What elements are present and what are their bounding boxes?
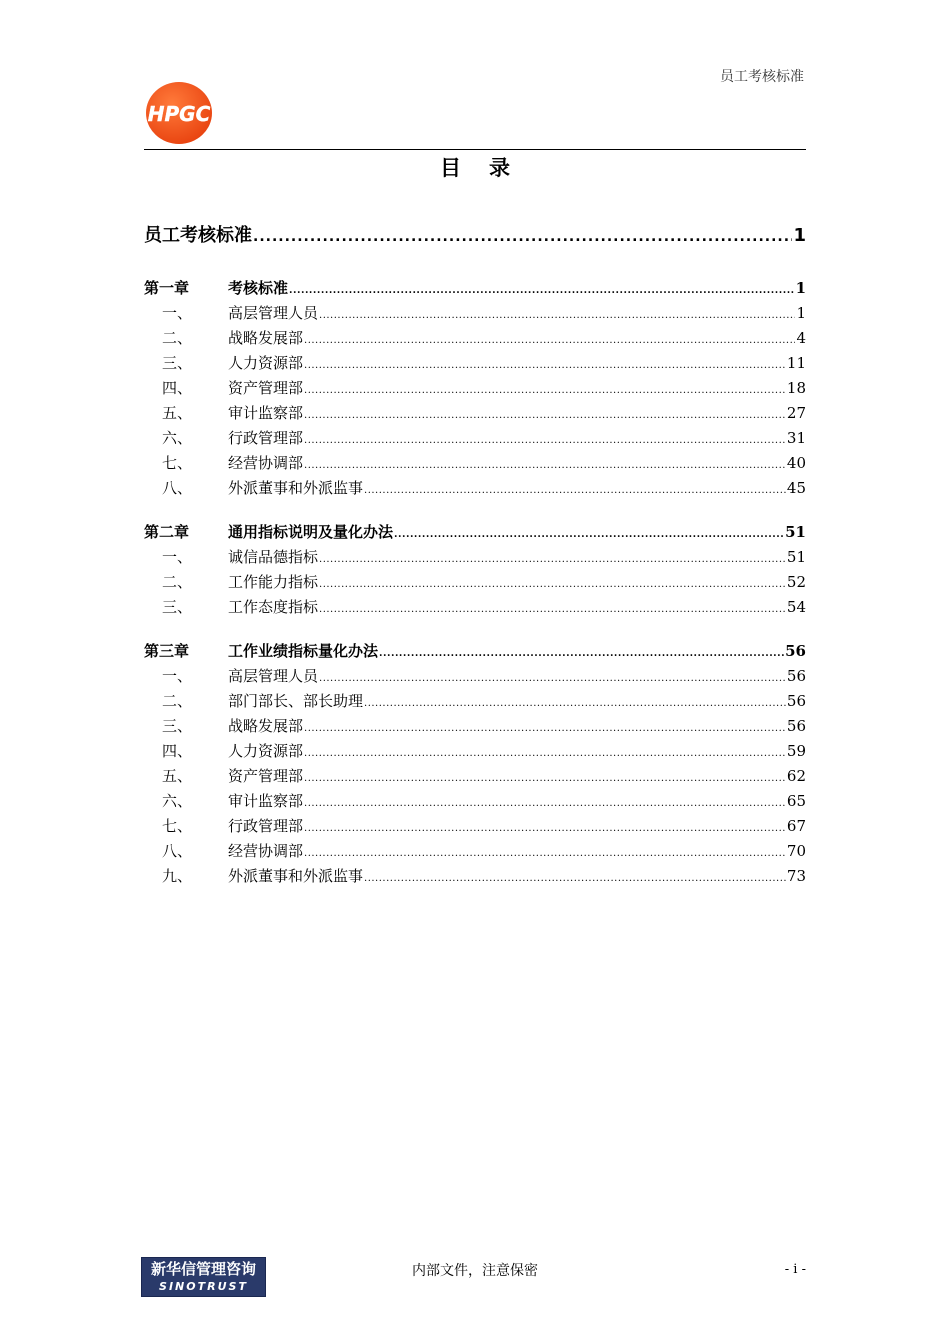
toc-item-num: 五、 <box>162 404 193 422</box>
toc-item-entry[interactable] <box>144 665 806 690</box>
toc-heading: 目录 <box>440 156 538 180</box>
toc-item-entry[interactable] <box>144 815 806 840</box>
toc-item-entry[interactable] <box>144 302 806 327</box>
toc-chapter-section <box>144 277 806 502</box>
toc-item-num: 一、 <box>162 548 193 566</box>
leader-dots <box>304 460 786 471</box>
toc-item-entry[interactable] <box>144 715 806 740</box>
toc-item-entry[interactable] <box>144 865 806 890</box>
leader-dots <box>289 285 795 296</box>
leader-dots <box>364 873 786 884</box>
toc-item-page: 70 <box>786 842 806 860</box>
toc-item-label: 行政管理部 <box>228 429 304 447</box>
toc-item-page: 65 <box>786 792 806 810</box>
toc-item-entry[interactable] <box>144 790 806 815</box>
toc-item-num: 三、 <box>162 354 193 372</box>
hpgc-logo <box>144 80 214 146</box>
toc-list <box>144 277 806 909</box>
header-rule <box>144 149 806 150</box>
toc-item-num: 九、 <box>162 867 193 885</box>
toc-chapter-entry[interactable] <box>144 277 806 302</box>
toc-item-label: 审计监察部 <box>228 404 304 422</box>
leader-dots <box>319 673 786 684</box>
toc-item-page: 59 <box>786 742 806 760</box>
toc-item-num: 一、 <box>162 304 193 322</box>
toc-chapter-page: 51 <box>785 523 806 541</box>
toc-item-num: 三、 <box>162 717 193 735</box>
toc-item-label: 战略发展部 <box>228 329 304 347</box>
leader-dots <box>379 648 784 659</box>
toc-item-label: 资产管理部 <box>228 379 304 397</box>
toc-item-page: 56 <box>786 692 806 710</box>
toc-root-entry[interactable] <box>144 221 806 247</box>
leader-dots <box>304 410 786 421</box>
leader-dots <box>319 579 786 590</box>
leader-dots <box>253 229 792 245</box>
toc-item-num: 三、 <box>162 598 193 616</box>
toc-item-page: 4 <box>796 329 806 347</box>
toc-item-entry[interactable] <box>144 402 806 427</box>
toc-item-num: 二、 <box>162 573 193 591</box>
toc-root-page: 1 <box>793 225 806 246</box>
leader-dots <box>319 604 786 615</box>
toc-chapter-num: 第二章 <box>144 523 190 541</box>
leader-dots <box>364 698 786 709</box>
toc-item-label: 工作能力指标 <box>228 573 319 591</box>
leader-dots <box>304 848 786 859</box>
toc-item-num: 四、 <box>162 742 193 760</box>
toc-item-num: 八、 <box>162 479 193 497</box>
leader-dots <box>304 385 786 396</box>
toc-item-entry[interactable] <box>144 377 806 402</box>
toc-item-label: 人力资源部 <box>228 354 304 372</box>
toc-item-label: 高层管理人员 <box>228 304 319 322</box>
toc-item-label: 人力资源部 <box>228 742 304 760</box>
toc-item-page: 31 <box>786 429 806 447</box>
toc-item-page: 54 <box>786 598 806 616</box>
toc-item-entry[interactable] <box>144 765 806 790</box>
svg-text:HPGC: HPGC <box>147 102 211 126</box>
toc-item-num: 六、 <box>162 429 193 447</box>
toc-chapter-label: 通用指标说明及量化办法 <box>228 523 394 541</box>
toc-chapter-page: 56 <box>785 642 806 660</box>
toc-item-entry[interactable] <box>144 690 806 715</box>
toc-item-entry[interactable] <box>144 452 806 477</box>
leader-dots <box>304 335 795 346</box>
toc-item-entry[interactable] <box>144 596 806 621</box>
toc-item-page: 27 <box>786 404 806 422</box>
leader-dots <box>364 485 786 496</box>
toc-item-num: 七、 <box>162 454 193 472</box>
toc-item-page: 1 <box>796 304 806 322</box>
toc-item-num: 五、 <box>162 767 193 785</box>
leader-dots <box>304 748 786 759</box>
toc-item-label: 资产管理部 <box>228 767 304 785</box>
toc-item-label: 经营协调部 <box>228 842 304 860</box>
footer-logo-cn: 新华信管理咨询 <box>150 1260 256 1278</box>
leader-dots <box>319 310 795 321</box>
toc-item-page: 52 <box>786 573 806 591</box>
toc-root-label: 员工考核标准 <box>144 225 252 246</box>
leader-dots <box>394 529 784 540</box>
leader-dots <box>304 823 786 834</box>
toc-item-num: 二、 <box>162 329 193 347</box>
toc-item-num: 一、 <box>162 667 193 685</box>
toc-chapter-label: 考核标准 <box>228 279 289 297</box>
header-title: 员工考核标准 <box>720 69 804 85</box>
toc-chapter-page: 1 <box>795 279 806 297</box>
toc-item-label: 外派董事和外派监事 <box>228 479 364 497</box>
toc-item-page: 45 <box>786 479 806 497</box>
toc-item-entry[interactable] <box>144 352 806 377</box>
leader-dots <box>319 554 786 565</box>
toc-item-page: 51 <box>786 548 806 566</box>
toc-chapter-label: 工作业绩指标量化办法 <box>228 642 379 660</box>
toc-item-num: 二、 <box>162 692 193 710</box>
toc-item-page: 56 <box>786 667 806 685</box>
footer-confidential: 内部文件，注意保密 <box>412 1263 538 1279</box>
toc-item-label: 行政管理部 <box>228 817 304 835</box>
footer-page-number: - i - <box>784 1262 806 1277</box>
leader-dots <box>304 773 786 784</box>
leader-dots <box>304 360 786 371</box>
toc-chapter-num: 第三章 <box>144 642 190 660</box>
toc-item-label: 工作态度指标 <box>228 598 319 616</box>
toc-chapter-num: 第一章 <box>144 279 190 297</box>
toc-item-page: 73 <box>786 867 806 885</box>
toc-item-num: 四、 <box>162 379 193 397</box>
toc-item-label: 高层管理人员 <box>228 667 319 685</box>
toc-item-entry[interactable] <box>144 546 806 571</box>
toc-item-entry[interactable] <box>144 327 806 352</box>
toc-item-page: 11 <box>786 354 806 372</box>
toc-item-label: 战略发展部 <box>228 717 304 735</box>
toc-item-label: 部门部长、部长助理 <box>228 692 364 710</box>
toc-item-entry[interactable] <box>144 571 806 596</box>
toc-item-num: 六、 <box>162 792 193 810</box>
toc-item-label: 外派董事和外派监事 <box>228 867 364 885</box>
toc-item-num: 八、 <box>162 842 193 860</box>
toc-chapter-section <box>144 640 806 890</box>
footer-logo-en: SINOTRUST <box>159 1280 248 1293</box>
toc-item-page: 18 <box>786 379 806 397</box>
toc-chapter-section <box>144 521 806 621</box>
leader-dots <box>304 435 786 446</box>
toc-chapter-entry[interactable] <box>144 521 806 546</box>
toc-item-entry[interactable] <box>144 740 806 765</box>
leader-dots <box>304 723 786 734</box>
toc-item-page: 56 <box>786 717 806 735</box>
toc-item-label: 审计监察部 <box>228 792 304 810</box>
toc-item-page: 40 <box>786 454 806 472</box>
toc-item-entry[interactable] <box>144 427 806 452</box>
toc-chapter-entry[interactable] <box>144 640 806 665</box>
toc-item-page: 62 <box>786 767 806 785</box>
toc-item-label: 诚信品德指标 <box>228 548 319 566</box>
toc-item-label: 经营协调部 <box>228 454 304 472</box>
toc-item-page: 67 <box>786 817 806 835</box>
toc-item-entry[interactable] <box>144 840 806 865</box>
toc-item-entry[interactable] <box>144 477 806 502</box>
toc-item-num: 七、 <box>162 817 193 835</box>
leader-dots <box>304 798 786 809</box>
